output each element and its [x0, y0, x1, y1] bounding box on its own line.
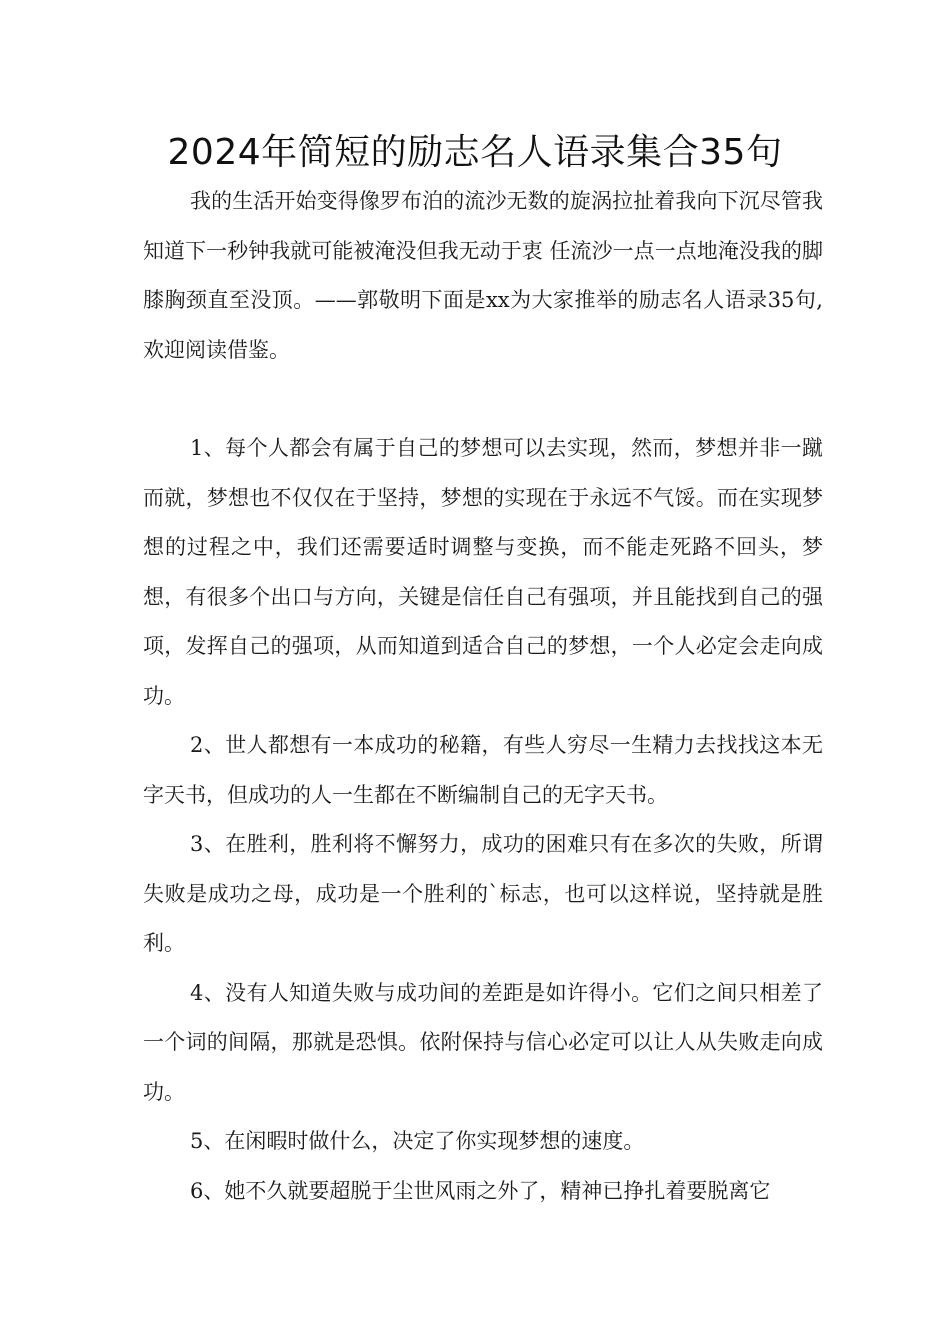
quote-item-5: 5、在闲暇时做什么，决定了你实现梦想的速度。 [190, 1129, 645, 1153]
quote-item-6: 6、她不久就要超脱于尘世风雨之外了，精神已挣扎着要脱离它 [190, 1178, 771, 1203]
intro-paragraph: 我的生活开始变得像罗布泊的流沙无数的旋涡拉扯着我向下沉尽管我知道下一秒钟我就可能被淹没但我无动于衷 任流沙一点一点地淹没我的脚膝胸颈直至没顶。——郭敬明下面是xx为大家推举的励志名人语录35句,欢迎阅读借鉴。 [143, 189, 823, 362]
document-title: 2024年简短的励志名人语录集合35句 [167, 132, 783, 173]
quote-item-1: 1、每个人都会有属于自己的梦想可以去实现，然而，梦想并非一蹴而就，梦想也不仅仅在于坚持，梦想的实现在于永远不气馁。而在实现梦想的过程之中，我们还需要适时调整与变换，而不能走死路不回头，梦想，有很多个出口与方向，关键是信任自己有强项，并且能找到自己的强项，发挥自己的强项，从而知道到适合自己的梦想，一个人必定会走向成功。 [143, 436, 823, 708]
intro-section [143, 177, 823, 375]
quote-item-4: 4、没有人知道失败与成功间的差距是如许得小。它们之间只相差了一个词的间隔，那就是恐惧。依附保持与信心必定可以让人从失败走向成功。 [143, 980, 823, 1104]
quote-item-3: 3、在胜利，胜利将不懈努力，成功的困难只有在多次的失败，所谓失败是成功之母，成功是一个胜利的`标志，也可以这样说，坚持就是胜利。 [143, 832, 823, 955]
quote-item-2: 2、世人都想有一本成功的秘籍，有些人穷尽一生精力去找找这本无字天书，但成功的人一生都在不断编制自己的无字天书。 [143, 733, 823, 807]
quote-list [143, 424, 823, 1216]
